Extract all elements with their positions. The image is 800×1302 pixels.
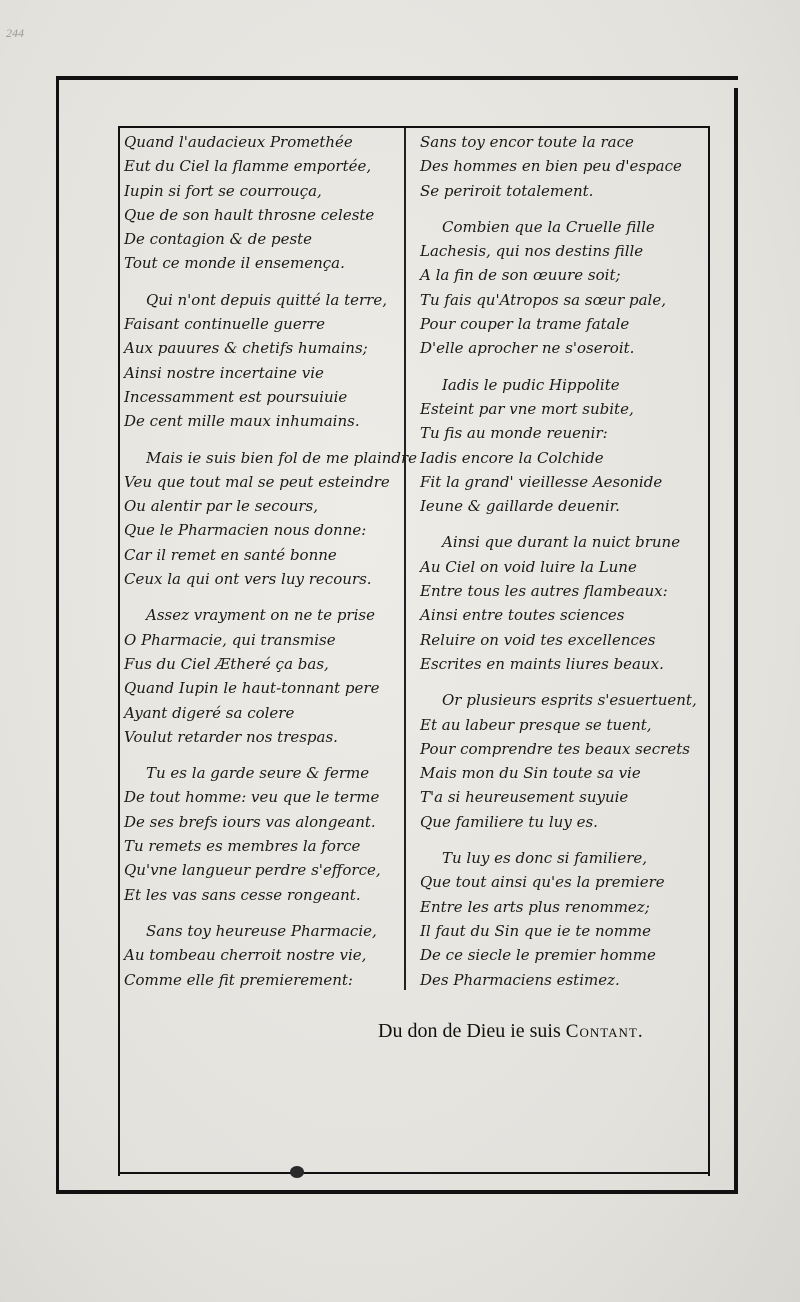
verse-line: Faisant continuelle guerre	[124, 315, 325, 334]
verse-line: Tout ce monde il ensemença.	[124, 254, 345, 273]
stanza	[124, 130, 402, 276]
stanza	[420, 130, 706, 203]
verse-line: Aux pauures & chetifs humains;	[124, 339, 368, 358]
verse-line: Veu que tout mal se peut esteindre	[124, 472, 390, 491]
verse-line: Esteint par vne mort subite,	[420, 399, 634, 418]
verse-line: Pour comprendre tes beaux secrets	[420, 739, 690, 758]
verse-line: De tout homme: veu que le terme	[124, 788, 380, 807]
verse-line: Se periroit totalement.	[420, 181, 594, 200]
inner-frame-left	[118, 126, 120, 1176]
outer-frame-right	[734, 88, 738, 1190]
verse-line: Sans toy heureuse Pharmacie,	[146, 921, 377, 940]
page-number-mark: 244	[6, 26, 24, 40]
verse-line: De contagion & de peste	[124, 230, 313, 249]
verse-line: Sans toy encor toute la race	[420, 133, 634, 151]
verse-line: Ou alentir par le secours,	[124, 497, 318, 516]
inner-frame-right	[708, 126, 710, 1176]
stanza	[124, 288, 402, 434]
verse-line: Iadis le pudic Hippolite	[442, 375, 620, 394]
verse-line: D'elle aprocher ne s'oseroit.	[420, 339, 635, 358]
verse-line: Or plusieurs esprits s'esuertuent,	[442, 691, 697, 710]
verse-line: Ainsi entre toutes sciences	[420, 606, 625, 625]
inner-frame-bottom	[118, 1172, 710, 1174]
verse-line: Tu fis au monde reuenir:	[420, 424, 608, 443]
verse-line: Escrites en maints liures beaux.	[420, 654, 664, 673]
verse-line: Tu fais qu'Atropos sa sœur pale,	[420, 290, 666, 309]
stanza	[124, 919, 402, 992]
verse-line: Iadis encore la Colchide	[420, 448, 604, 467]
verse-line: O Pharmacie, qui transmise	[124, 630, 336, 649]
verse-line: Quand Iupin le haut-tonnant pere	[124, 679, 380, 698]
verse-line: Mais mon du Sin toute sa vie	[420, 764, 641, 783]
verse-line: Ieune & gaillarde deuenir.	[420, 497, 620, 516]
motto-text: Du don de Dieu ie suis	[378, 1020, 561, 1042]
verse-line: De cent mille maux inhumains.	[124, 412, 360, 431]
verse-line: Que tout ainsi qu'es la premiere	[420, 873, 665, 892]
motto-signature: Contant.	[565, 1021, 644, 1042]
verse-line: Tu es la garde seure & ferme	[146, 764, 370, 783]
verse-line: Au Ciel on void luire la Lune	[420, 557, 637, 576]
verse-line: Car il remet en santé bonne	[124, 545, 337, 564]
stanza	[420, 846, 706, 992]
inner-frame-top	[120, 126, 710, 128]
verse-line: A la fin de son œuure soit;	[420, 266, 621, 285]
verse-line: Ceux la qui ont vers luy recours.	[124, 570, 372, 589]
verse-line: Reluire on void tes excellences	[420, 630, 656, 649]
verse-line: Et au labeur presque se tuent,	[420, 715, 652, 734]
verse-line: Tu luy es donc si familiere,	[442, 849, 648, 868]
verse-line: De ses brefs iours vas alongeant.	[124, 812, 376, 831]
verse-line: Des hommes en bien peu d'espace	[420, 157, 682, 176]
poem-right-column	[420, 130, 706, 1004]
verse-line: Que le Pharmacien nous donne:	[124, 521, 367, 540]
outer-frame-top	[56, 76, 738, 80]
stanza	[124, 761, 402, 907]
verse-line: Que familiere tu luy es.	[420, 812, 598, 831]
verse-line: Comme elle fit premierement:	[124, 970, 353, 989]
stanza	[420, 215, 706, 361]
bottom-ornament	[290, 1166, 304, 1178]
verse-line: Ainsi que durant la nuict brune	[442, 533, 681, 552]
verse-line: Des Pharmaciens estimez.	[420, 970, 620, 989]
verse-line: Et les vas sans cesse rongeant.	[124, 885, 361, 904]
outer-frame-left	[56, 76, 59, 1194]
verse-line: Entre les arts plus renommez;	[420, 897, 650, 916]
stanza	[420, 688, 706, 834]
verse-line: Incessamment est poursuiuie	[124, 387, 348, 406]
verse-line: Au tombeau cherroit nostre vie,	[124, 946, 367, 965]
verse-line: Tu remets es membres la force	[124, 837, 361, 856]
verse-line: Ayant digeré sa colere	[124, 703, 295, 722]
stanza	[420, 530, 706, 676]
verse-line: Que de son hault throsne celeste	[124, 205, 375, 224]
outer-frame-bottom	[56, 1190, 738, 1194]
verse-line: Mais ie suis bien fol de me plaindre	[146, 448, 418, 467]
poem-left-column	[124, 130, 418, 1004]
verse-line: Fit la grand' vieillesse Aesonide	[420, 472, 663, 491]
verse-line: Voulut retarder nos trespas.	[124, 727, 338, 746]
verse-line: T'a si heureusement suyuie	[420, 788, 629, 807]
verse-line: Quand l'audacieux Promethée	[124, 133, 353, 151]
verse-line: Il faut du Sin que ie te nomme	[420, 921, 652, 940]
verse-line: Entre tous les autres flambeaux:	[420, 582, 668, 601]
verse-line: Qu'vne langueur perdre s'efforce,	[124, 861, 381, 880]
verse-line: Fus du Ciel Ætheré ça bas,	[124, 654, 329, 673]
column-divider	[404, 128, 406, 990]
verse-line: Eut du Ciel la flamme emportée,	[124, 157, 372, 176]
verse-line: Ainsi nostre incertaine vie	[124, 363, 324, 382]
verse-line: Lachesis, qui nos destins fille	[420, 242, 644, 261]
stanza	[420, 373, 706, 519]
verse-line: Qui n'ont depuis quitté la terre,	[146, 290, 387, 309]
motto	[378, 1020, 708, 1043]
verse-line: Assez vrayment on ne te prise	[146, 606, 375, 625]
verse-line: Combien que la Cruelle fille	[442, 217, 655, 236]
stanza	[124, 603, 402, 749]
verse-line: Pour couper la trame fatale	[420, 315, 630, 334]
verse-line: De ce siecle le premier homme	[420, 946, 656, 965]
stanza	[124, 446, 418, 592]
verse-line: Iupin si fort se courrouça,	[124, 181, 322, 200]
